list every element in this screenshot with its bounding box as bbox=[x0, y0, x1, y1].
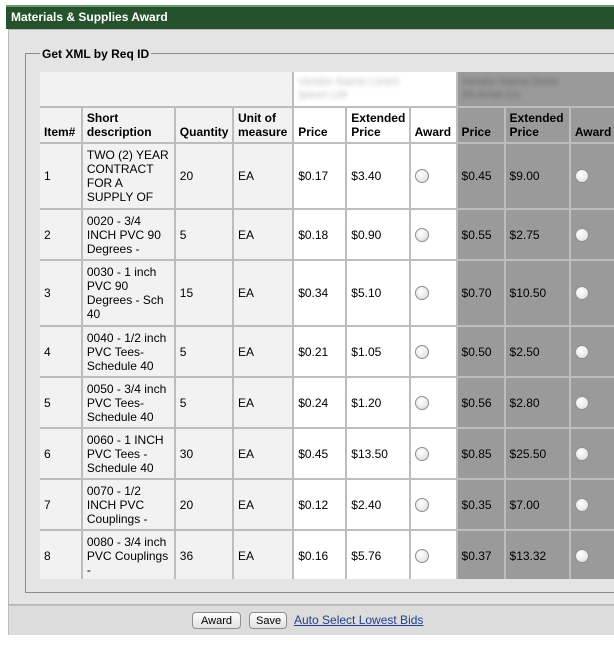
vendor-2-award-cell bbox=[571, 210, 614, 259]
vendor-1-award-cell bbox=[411, 531, 456, 579]
vendor-2-award-radio[interactable] bbox=[575, 396, 589, 410]
vendor-1-price: $0.12 bbox=[294, 480, 345, 529]
vendor-1-award-cell bbox=[411, 480, 456, 529]
vendor-2-header bbox=[458, 72, 614, 106]
col-vendor-2-extended-price: Extended Price bbox=[506, 108, 569, 142]
unit-of-measure: EA bbox=[234, 144, 292, 208]
quantity: 5 bbox=[176, 210, 232, 259]
unit-of-measure: EA bbox=[234, 378, 292, 427]
vendor-2-extended-price: $2.75 bbox=[506, 210, 569, 259]
bid-rows bbox=[40, 144, 614, 579]
vendor-2-price: $0.55 bbox=[458, 210, 504, 259]
vendor-2-award-radio[interactable] bbox=[575, 498, 589, 512]
vendor-1-award-radio[interactable] bbox=[415, 447, 429, 461]
auto-select-lowest-bids-link[interactable]: Auto Select Lowest Bids bbox=[294, 613, 424, 627]
vendor-1-name-line2: Ipsum Ltd bbox=[298, 89, 347, 101]
vendor-1-price: $0.21 bbox=[294, 327, 345, 376]
award-button[interactable]: Award bbox=[192, 612, 241, 629]
item-number: 7 bbox=[40, 480, 81, 529]
bid-table bbox=[40, 72, 614, 579]
quantity: 5 bbox=[176, 327, 232, 376]
vendor-1-extended-price: $5.10 bbox=[347, 261, 408, 325]
vendor-2-award-cell bbox=[571, 531, 614, 579]
vendor-2-extended-price: $2.80 bbox=[506, 378, 569, 427]
col-vendor-1-extended-price: Extended Price bbox=[347, 108, 408, 142]
vendor-2-award-cell bbox=[571, 378, 614, 427]
vendor-2-award-radio[interactable] bbox=[575, 286, 589, 300]
vendor-1-award-radio[interactable] bbox=[415, 228, 429, 242]
short-description: TWO (2) YEAR CONTRACT FOR A SUPPLY OF bbox=[83, 144, 174, 208]
fieldset-legend: Get XML by Req ID bbox=[42, 47, 150, 61]
vendor-2-name-line2: Sit Amet Co bbox=[461, 89, 520, 101]
quantity: 20 bbox=[176, 144, 232, 208]
table-row bbox=[40, 429, 614, 478]
col-quantity: Quantity bbox=[176, 108, 232, 142]
short-description: 0020 - 3/4 INCH PVC 90 Degrees - bbox=[83, 210, 174, 259]
col-unit-of-measure: Unit of measure bbox=[234, 108, 292, 142]
vendor-2-extended-price: $10.50 bbox=[506, 261, 569, 325]
vendor-1-extended-price: $1.05 bbox=[347, 327, 408, 376]
vendor-1-price: $0.18 bbox=[294, 210, 345, 259]
vendor-1-extended-price: $2.40 bbox=[347, 480, 408, 529]
table-row bbox=[40, 261, 614, 325]
vendor-1-award-radio[interactable] bbox=[415, 549, 429, 563]
vendor-2-award-cell bbox=[571, 327, 614, 376]
vendor-2-award-cell bbox=[571, 261, 614, 325]
table-row bbox=[40, 144, 614, 208]
vendor-1-price: $0.45 bbox=[294, 429, 345, 478]
vendor-2-award-cell bbox=[571, 144, 614, 208]
vendor-2-award-radio[interactable] bbox=[575, 549, 589, 563]
vendor-2-price: $0.85 bbox=[458, 429, 504, 478]
vendor-1-extended-price: $5.76 bbox=[347, 531, 408, 579]
item-number: 5 bbox=[40, 378, 81, 427]
short-description: 0050 - 3/4 inch PVC Tees- Schedule 40 bbox=[83, 378, 174, 427]
unit-of-measure: EA bbox=[234, 480, 292, 529]
vendor-2-extended-price: $9.00 bbox=[506, 144, 569, 208]
unit-of-measure: EA bbox=[234, 261, 292, 325]
table-row bbox=[40, 210, 614, 259]
unit-of-measure: EA bbox=[234, 429, 292, 478]
quantity: 20 bbox=[176, 480, 232, 529]
vendor-1-extended-price: $13.50 bbox=[347, 429, 408, 478]
short-description: 0040 - 1/2 inch PVC Tees- Schedule 40 bbox=[83, 327, 174, 376]
vendor-2-award-cell bbox=[571, 429, 614, 478]
short-description: 0080 - 3/4 inch PVC Couplings - bbox=[83, 531, 174, 579]
vendor-1-award-cell bbox=[411, 261, 456, 325]
col-vendor-2-price: Price bbox=[458, 108, 504, 142]
short-description: 0030 - 1 inch PVC 90 Degrees - Sch 40 bbox=[83, 261, 174, 325]
vendor-1-award-cell bbox=[411, 327, 456, 376]
vendor-1-award-cell bbox=[411, 210, 456, 259]
unit-of-measure: EA bbox=[234, 531, 292, 579]
short-description: 0070 - 1/2 INCH PVC Couplings - bbox=[83, 480, 174, 529]
short-description: 0060 - 1 INCH PVC Tees - Schedule 40 bbox=[83, 429, 174, 478]
item-number: 8 bbox=[40, 531, 81, 579]
vendor-1-award-cell bbox=[411, 378, 456, 427]
vendor-2-name-line1: Vendor Name Dolor bbox=[461, 76, 559, 88]
vendor-1-extended-price: $0.90 bbox=[347, 210, 408, 259]
item-number: 4 bbox=[40, 327, 81, 376]
vendor-2-award-radio[interactable] bbox=[575, 169, 589, 183]
vendor-2-price: $0.37 bbox=[458, 531, 504, 579]
quantity: 5 bbox=[176, 378, 232, 427]
vendor-2-price: $0.70 bbox=[458, 261, 504, 325]
vendor-2-award-radio[interactable] bbox=[575, 447, 589, 461]
item-number: 6 bbox=[40, 429, 81, 478]
vendor-2-extended-price: $2.50 bbox=[506, 327, 569, 376]
bid-table-scroll[interactable] bbox=[40, 72, 614, 579]
col-vendor-2-award: Award bbox=[571, 108, 614, 142]
table-row bbox=[40, 531, 614, 579]
unit-of-measure: EA bbox=[234, 327, 292, 376]
vendor-1-award-radio[interactable] bbox=[415, 396, 429, 410]
vendor-1-award-radio[interactable] bbox=[415, 286, 429, 300]
vendor-1-extended-price: $1.20 bbox=[347, 378, 408, 427]
vendor-2-extended-price: $7.00 bbox=[506, 480, 569, 529]
vendor-1-award-radio[interactable] bbox=[415, 169, 429, 183]
vendor-1-price: $0.34 bbox=[294, 261, 345, 325]
item-number: 3 bbox=[40, 261, 81, 325]
vendor-1-award-cell bbox=[411, 429, 456, 478]
vendor-1-price: $0.16 bbox=[294, 531, 345, 579]
table-row bbox=[40, 480, 614, 529]
vendor-2-extended-price: $13.32 bbox=[506, 531, 569, 579]
item-number: 2 bbox=[40, 210, 81, 259]
save-button[interactable]: Save bbox=[249, 612, 287, 629]
table-row bbox=[40, 378, 614, 427]
col-vendor-1-award: Award bbox=[411, 108, 456, 142]
vendor-2-award-cell bbox=[571, 480, 614, 529]
window-title: Materials & Supplies Award bbox=[6, 5, 614, 29]
vendor-2-award-radio[interactable] bbox=[575, 345, 589, 359]
vendor-2-price: $0.35 bbox=[458, 480, 504, 529]
vendor-1-price: $0.17 bbox=[294, 144, 345, 208]
vendor-2-price: $0.50 bbox=[458, 327, 504, 376]
quantity: 30 bbox=[176, 429, 232, 478]
vendor-1-award-radio[interactable] bbox=[415, 345, 429, 359]
item-number: 1 bbox=[40, 144, 81, 208]
vendor-1-extended-price: $3.40 bbox=[347, 144, 408, 208]
vendor-1-award-cell bbox=[411, 144, 456, 208]
col-short-description: Short description bbox=[83, 108, 174, 142]
vendor-1-header bbox=[294, 72, 455, 106]
table-row bbox=[40, 327, 614, 376]
col-vendor-1-price: Price bbox=[294, 108, 345, 142]
vendor-1-name-line1: Vendor Name Lorem bbox=[298, 76, 400, 88]
vendor-1-award-radio[interactable] bbox=[415, 498, 429, 512]
vendor-2-price: $0.45 bbox=[458, 144, 504, 208]
quantity: 15 bbox=[176, 261, 232, 325]
vendor-2-price: $0.56 bbox=[458, 378, 504, 427]
vendor-2-extended-price: $25.50 bbox=[506, 429, 569, 478]
header-spacer bbox=[40, 72, 292, 106]
vendor-1-price: $0.24 bbox=[294, 378, 345, 427]
quantity: 36 bbox=[176, 531, 232, 579]
col-item: Item# bbox=[40, 108, 81, 142]
vendor-2-award-radio[interactable] bbox=[575, 228, 589, 242]
unit-of-measure: EA bbox=[234, 210, 292, 259]
